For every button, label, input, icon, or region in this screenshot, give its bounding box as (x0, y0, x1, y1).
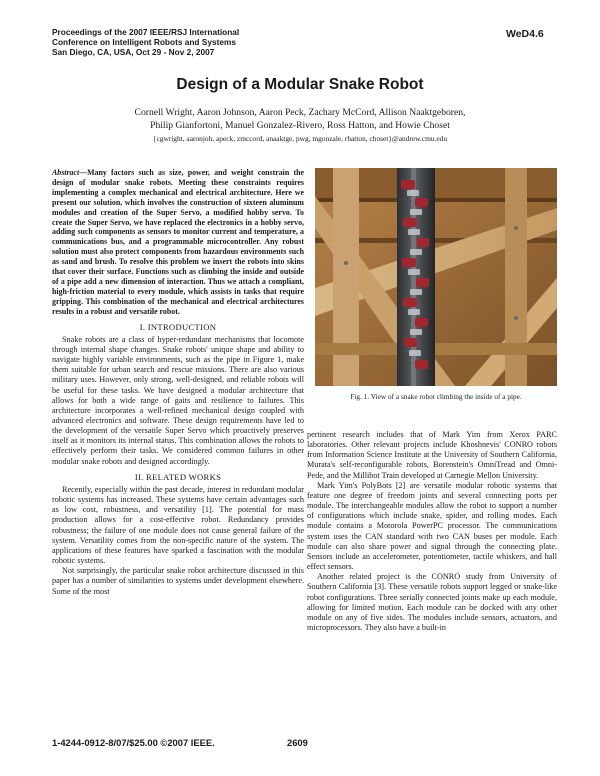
abstract-text: —Many factors such as size, power, and weight constrain the design of modular snake robots. Meeting these constraints requires implementing a complex mechanical and electrical architecture. Here we present our solution, which involves the construction of sixteen aluminum modules and creation of the Super Servo, a modified hobby servo. To create the Super Servo, we have replaced the electronics in a hobby servo, adding such components as sensors to monitor current and temperature, a communications bus, and a programmable microcontroller. Any robust solution must also protect components from hazardous environments such as sand and brush. To resolve this problem we insert the robots into skins that cover their surface. Functions such as climbing the inside and outside of a pipe add a new dimension of interaction. Thus we attach a compliant, high-friction material to every module, which assists in tasks that require gripping. This combination of the mechanical and electrical architectures results in a robust and versatile robot. (52, 168, 304, 316)
paragraph: Mark Yim's PolyBots [2] are versatile modular robotic systems that feature one degree of freedom joints and several connecting ports per module. The interchangeable modules allow the robot to support a number of configurations which include snake, spider, and rolling modes. Each module contains a Motorola PowerPC processor. The communications system uses the CAN standard with two CAN buses per module. Each module can also share power and signal through the connecting plate. Sensors include an accelerometer, potentiometer, tactile whiskers, and hall effect sensors. (307, 480, 557, 572)
header-line: Conference on Intelligent Robots and Systems (52, 37, 236, 47)
header-line: San Diego, CA, USA, Oct 29 - Nov 2, 2007 (52, 47, 215, 57)
copyright-footer: 1-4244-0912-8/07/$25.00 ©2007 IEEE. (52, 737, 215, 748)
abstract-label: Abstract (52, 168, 80, 177)
paragraph: Another related project is the CONRO study from University of Southern California [3]. These versatile robots support legged or snake-like robot configurations. Three serially connected joints make up each module, allowing for limited motion. Each module can be docked with any other module on any of five sides. The modules include sensors, actuators, and microprocessors. They also have a built-in (307, 572, 557, 632)
page-number: 2609 (287, 737, 308, 748)
left-column (52, 168, 304, 597)
section-heading-related-works: II. RELATED WORKS (134, 471, 222, 482)
section-heading-introduction: I. INTRODUCTION (139, 321, 217, 332)
right-column (307, 430, 557, 633)
proceedings-header (52, 27, 352, 57)
figure-caption: Fig. 1. View of a snake robot climbing the inside of a pipe. (350, 392, 522, 401)
header-line: Proceedings of the 2007 IEEE/RSJ International (52, 27, 240, 37)
paragraph: Not surprisingly, the particular snake robot architecture discussed in this paper has a number of similarities to systems under development elsewhere. Some of the most (52, 566, 304, 596)
figure-snake-robot-photo (315, 168, 557, 386)
paper-title: Design of a Modular Snake Robot (176, 76, 424, 93)
author-line: Cornell Wright, Aaron Johnson, Aaron Peck, Zachary McCord, Allison Naaktgeboren, (134, 107, 466, 118)
paragraph: Recently, especially within the past decade, interest in redundant modular robotic systems has increased. These systems have certain advantages such as low cost, robustness, and versatility [1]. The potential for mass production allows for a cost-effective robot. Redundancy provides robustness; the failure of one module does not cause general failure of the system. Versatility comes from the non-specific nature of the system. The applications of these features have sparked a fascination with the modular robotic systems. (52, 484, 304, 566)
paragraph: Snake robots are a class of hyper-redundant mechanisms that locomote through internal shape changes. Snake robots' unique shape and ability to navigate highly variable environments, such as the pipe in Figure 1, make them suitable for urban search and rescue missions. There are also various military uses. However, only strong, well-designed, and reliable robots will be useful for these tasks. We have designed a modular architecture that allows for both a wide range of gaits and resilience to failures. This architecture incorporates a well-refined mechanical design coupled with advanced electronics and software. These design requirements have led to the development of the versatile Super Servo which proactively preserves itself as it monitors its internal status. This combination allows the robots to effectively perform their tasks. We considered common failures in other modular snake robots and designed accordingly. (52, 334, 304, 466)
abstract (52, 168, 304, 317)
author-line: Philip Gianfortoni, Manuel Gonzalez-Rivero, Ross Hatton, and Howie Choset (150, 120, 450, 131)
author-block (40, 106, 560, 145)
session-code: WeD4.6 (506, 28, 544, 40)
author-emails: {cgwright, aaronjoh, apeck, zmccord, anaaktge, pwg, mgonzale, rhatton, choset}@andrew.cmu.edu (152, 134, 448, 143)
snake-robot-photo (315, 168, 557, 386)
paragraph: pertinent research includes that of Mark Yim from Xerox PARC laboratories. Other relevant projects include Khoshnevis' CONRO robots from Information Science Institute at the University of Southern California, Murata's self-reconfigurable robots, Borenstein's OmniTread and Omni-Pede, and the Millibot Train developed at Carnegie Mellon University. (307, 430, 557, 480)
